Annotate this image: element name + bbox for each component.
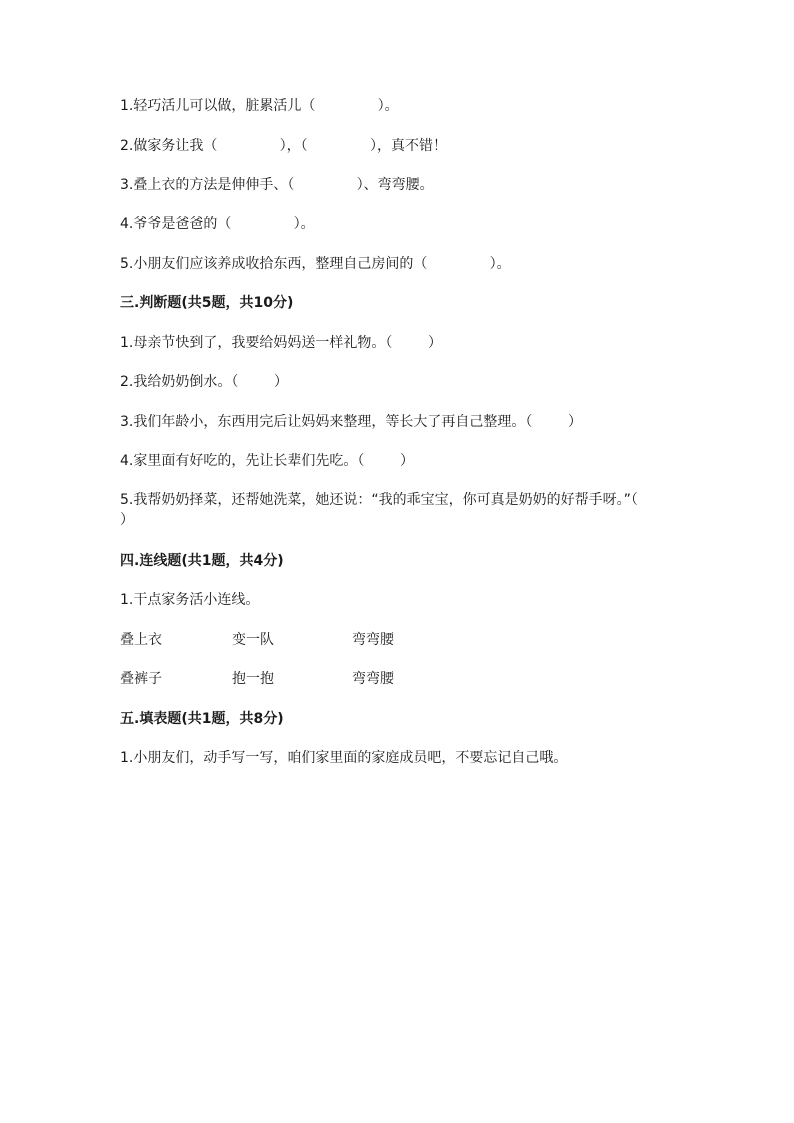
fill-in-item-4: 4.爷爷是爸爸的（ ）。 [120, 216, 315, 232]
match-middle-1: 变一队 [232, 632, 274, 648]
fill-in-item-1: 1.轻巧活儿可以做，脏累活儿（ ）。 [120, 98, 399, 114]
matching-heading: 四.连线题(共1题，共4分) [120, 553, 284, 569]
fill-in-item-2: 2.做家务让我（ ），（ ），真不错！ [120, 138, 447, 154]
judgment-item-3: 3.我们年龄小，东西用完后让妈妈来整理，等长大了再自己整理。（ ） [120, 414, 582, 430]
match-left-1: 叠上衣 [120, 632, 162, 648]
table-fill-question: 1.小朋友们，动手写一写，咱们家里面的家庭成员吧，不要忘记自己哦。 [120, 750, 568, 766]
match-left-2: 叠裤子 [120, 671, 162, 687]
judgment-heading: 三.判断题(共5题，共10分) [120, 295, 294, 311]
match-middle-2: 抱一抱 [232, 671, 274, 687]
match-right-2: 弯弯腰 [352, 671, 394, 687]
judgment-item-5: 5.我帮奶奶择菜，还帮她洗菜，她还说：“我的乖宝宝，你可真是奶奶的好帮手呀。”（ ） [120, 492, 674, 528]
matching-question: 1.干点家务活小连线。 [120, 592, 260, 608]
fill-in-item-3: 3.叠上衣的方法是伸伸手、（ ）、弯弯腰。 [120, 177, 434, 193]
judgment-item-4: 4.家里面有好吃的，先让长辈们先吃。（ ） [120, 453, 414, 469]
judgment-item-2: 2.我给奶奶倒水。（ ） [120, 374, 288, 390]
table-fill-heading: 五.填表题(共1题，共8分) [120, 711, 284, 727]
judgment-item-1: 1.母亲节快到了，我要给妈妈送一样礼物。（ ） [120, 335, 442, 351]
fill-in-item-5: 5.小朋友们应该养成收拾东西，整理自己房间的（ ）。 [120, 256, 511, 272]
match-right-1: 弯弯腰 [352, 632, 394, 648]
